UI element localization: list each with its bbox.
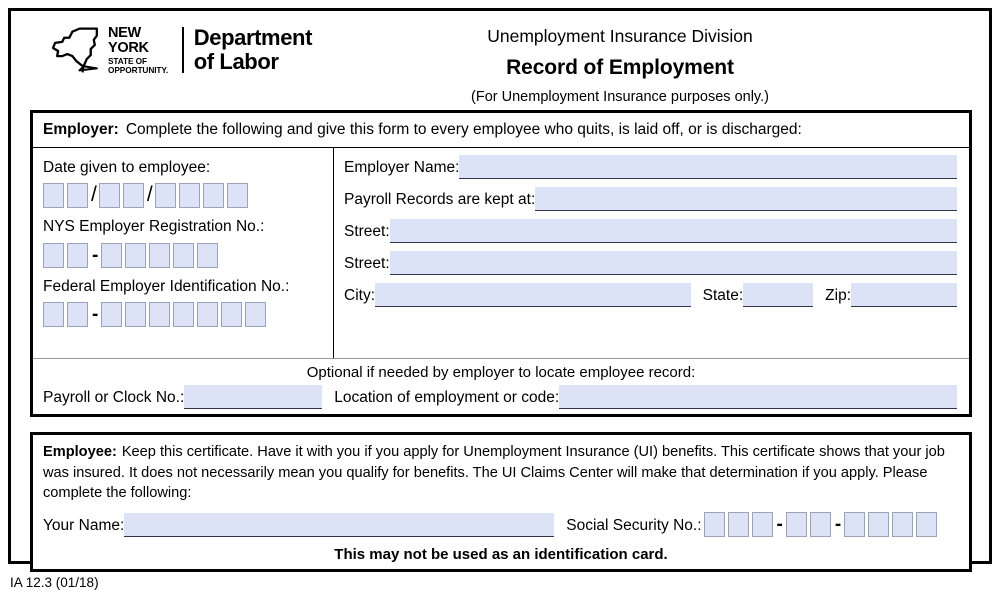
zip-input[interactable] [851, 283, 957, 307]
ssn-box-6[interactable] [844, 512, 865, 537]
employer-banner-text: Complete the following and give this form to every employee who quits, is laid off, or is discharged: [125, 121, 802, 138]
employer-instructions [33, 113, 969, 148]
date-separator-1: / [91, 183, 97, 207]
date-separator-2: / [146, 183, 153, 207]
logo-tagline-2: OPPORTUNITY. [108, 64, 169, 75]
logo-state-name: NEW YORK [108, 25, 149, 56]
logo-divider [182, 27, 184, 73]
employee-instructions [33, 435, 969, 504]
employee-banner-label: Employee: [43, 444, 117, 460]
employer-name-label: Employer Name: [344, 158, 460, 176]
date-month-box-2[interactable] [67, 183, 88, 208]
logo-wordmark [108, 26, 173, 74]
fein-box-1[interactable] [43, 302, 64, 327]
employer-name-input[interactable] [459, 155, 957, 179]
date-day-box-2[interactable] [123, 183, 144, 208]
optional-fields-row [33, 381, 969, 409]
date-day-box-1[interactable] [99, 183, 120, 208]
clock-number-label: Payroll or Clock No.: [43, 388, 185, 406]
ssn-box-4[interactable] [786, 512, 807, 537]
nys-box-7[interactable] [197, 243, 218, 268]
date-given-field[interactable] [43, 183, 333, 208]
nys-box-5[interactable] [149, 243, 170, 268]
fein-box-3[interactable] [101, 302, 122, 327]
title-block [272, 12, 968, 105]
optional-employee-record-strip [33, 358, 969, 414]
employee-section [30, 432, 972, 572]
employee-name-ssn-row [33, 504, 969, 537]
fein-box-6[interactable] [173, 302, 194, 327]
employer-section [30, 110, 972, 417]
street-row-2 [344, 251, 957, 275]
form-code-footer: IA 12.3 (01/18) [10, 575, 99, 590]
payroll-records-input[interactable] [535, 187, 957, 211]
fein-box-5[interactable] [149, 302, 170, 327]
optional-title: Optional if needed by employer to locate employee record: [306, 364, 696, 381]
page-title: Record of Employment [506, 56, 734, 79]
ssn-box-2[interactable] [728, 512, 749, 537]
clock-number-input[interactable] [184, 385, 322, 409]
employer-right-column [334, 148, 969, 358]
street-label-1: Street: [344, 222, 390, 240]
employer-banner-label: Employer: [43, 121, 119, 138]
page-subtitle: (For Unemployment Insurance purposes only.) [471, 89, 769, 105]
your-name-input[interactable] [124, 513, 554, 537]
nys-registration-label: NYS Employer Registration No.: [43, 218, 265, 236]
employer-fields-grid [33, 148, 969, 358]
state-input[interactable] [743, 283, 813, 307]
nys-registration-field[interactable] [43, 243, 333, 268]
nys-box-2[interactable] [67, 243, 88, 268]
city-input[interactable] [375, 283, 691, 307]
fein-box-9[interactable] [245, 302, 266, 327]
nys-box-6[interactable] [173, 243, 194, 268]
fein-field[interactable] [43, 302, 333, 327]
street-input-1[interactable] [390, 219, 957, 243]
form-header [12, 12, 968, 105]
street-row-1 [344, 219, 957, 243]
ssn-box-5[interactable] [810, 512, 831, 537]
nys-box-3[interactable] [101, 243, 122, 268]
nys-dol-logo [12, 12, 312, 76]
ssn-box-3[interactable] [752, 512, 773, 537]
nys-separator: - [92, 244, 99, 266]
city-state-zip-row [344, 283, 957, 307]
nys-box-4[interactable] [125, 243, 146, 268]
ssn-separator-2: - [834, 514, 842, 536]
fein-box-4[interactable] [125, 302, 146, 327]
nys-box-1[interactable] [43, 243, 64, 268]
department-line-1: Department [193, 25, 312, 51]
street-label-2: Street: [344, 254, 390, 272]
department-line-2: of Labor [193, 49, 279, 74]
zip-label: Zip: [825, 286, 851, 304]
new-york-state-outline-icon [50, 24, 106, 76]
fein-box-7[interactable] [197, 302, 218, 327]
date-year-box-1[interactable] [155, 183, 176, 208]
your-name-label: Your Name: [43, 516, 125, 534]
ssn-box-9[interactable] [916, 512, 937, 537]
ssn-field[interactable] [704, 512, 941, 537]
date-month-box-1[interactable] [43, 183, 64, 208]
location-label: Location of employment or code: [334, 388, 560, 406]
date-year-box-2[interactable] [179, 183, 200, 208]
fein-separator: - [92, 304, 99, 326]
division-name: Unemployment Insurance Division [487, 26, 753, 46]
payroll-records-row [344, 187, 957, 211]
location-input[interactable] [559, 385, 957, 409]
city-label: City: [344, 286, 375, 304]
fein-label: Federal Employer Identification No.: [43, 277, 290, 295]
fein-box-8[interactable] [221, 302, 242, 327]
fein-box-2[interactable] [67, 302, 88, 327]
street-input-2[interactable] [390, 251, 957, 275]
ssn-label: Social Security No.: [566, 516, 702, 534]
date-given-label: Date given to employee: [43, 159, 211, 176]
date-year-box-3[interactable] [203, 183, 224, 208]
ssn-box-7[interactable] [868, 512, 889, 537]
employer-name-row [344, 155, 957, 179]
employer-left-column [33, 148, 334, 358]
ssn-separator-1: - [776, 514, 783, 536]
ssn-box-8[interactable] [892, 512, 913, 537]
employee-banner-text: Keep this certificate. Have it with you if you apply for Unemployment Insurance (UI) benefits. This certificate shows that your job was insured. It does not necessarily mean you qualify for benefits. The UI Claims Center will make that determination if you apply. Please complete the following: [43, 444, 945, 502]
logo-tagline-1: STATE OF [108, 56, 147, 67]
identification-card-notice: This may not be used as an identification card. [334, 546, 668, 564]
ssn-box-1[interactable] [704, 512, 725, 537]
payroll-records-label: Payroll Records are kept at: [344, 190, 536, 208]
state-label: State: [702, 286, 744, 304]
date-year-box-4[interactable] [227, 183, 248, 208]
